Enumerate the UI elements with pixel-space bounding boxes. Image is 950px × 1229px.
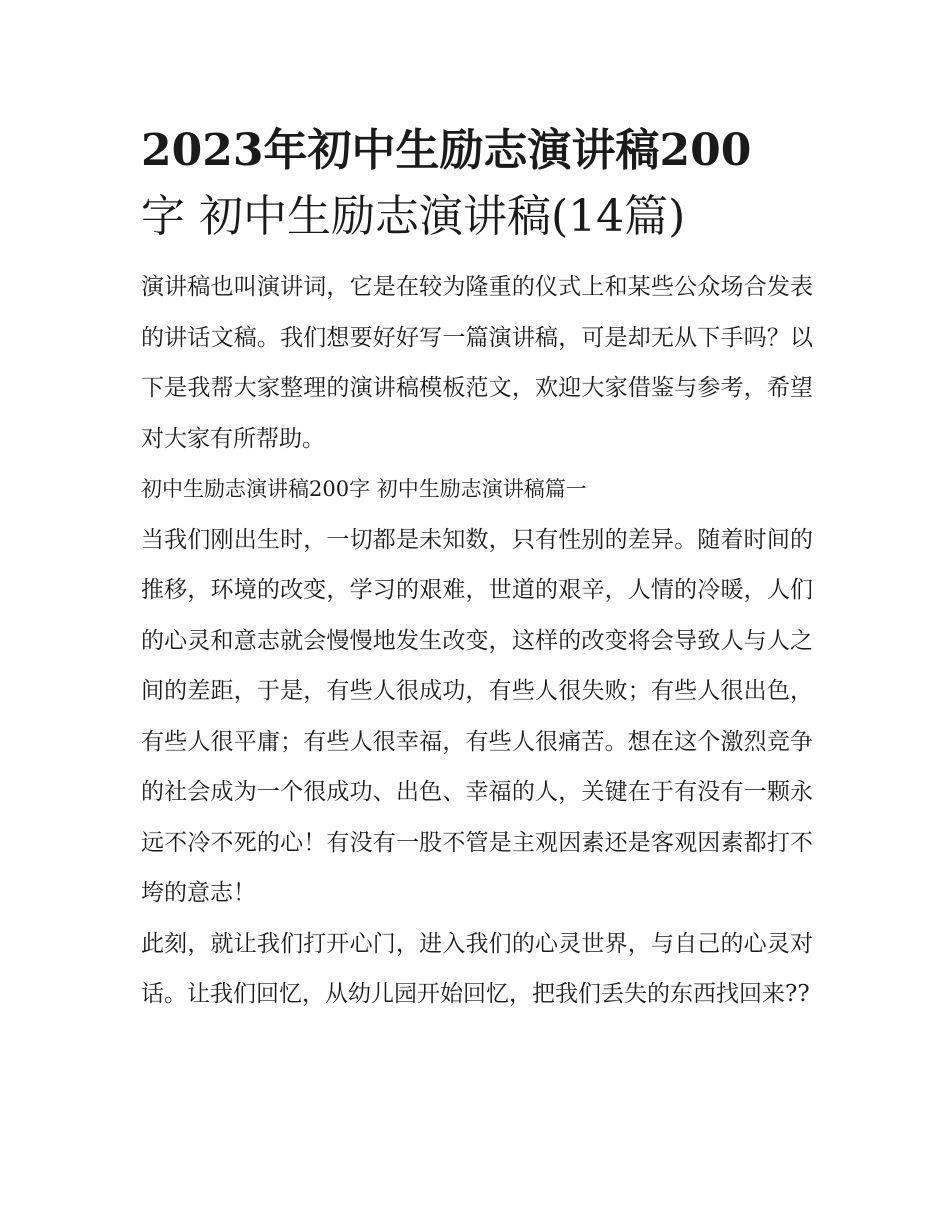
body-paragraph-1: 当我们刚出生时，一切都是未知数，只有性别的差异。随着时间的推移，环境的改变，学习的艰难，世道的艰辛，人情的冷暖，人们的心灵和意志就会慢慢地发生改变，这样的改变将会导致人与人之间的差距，于是，有些人很成功，有些人很失败；有些人很出色，有些人很平庸；有些人很幸福，有些人很痛苦。想在这个激烈竞争的社会成为一个很成功、出色、幸福的人，关键在于有没有一颗永远不冷不死的心！有没有一股不管是主观因素还是客观因素都打不垮的意志！ bbox=[141, 526, 813, 906]
document-body bbox=[141, 262, 813, 1020]
document-title bbox=[141, 118, 813, 250]
section-heading: 初中生励志演讲稿200字 初中生励志演讲稿篇一 bbox=[141, 477, 587, 501]
title-rest-part: 字 初中生励志演讲稿(14篇) bbox=[141, 191, 686, 242]
intro-paragraph: 演讲稿也叫演讲词，它是在较为隆重的仪式上和某些公众场合发表的讲话文稿。我们想要好好写一篇演讲稿，可是却无从下手吗？以下是我帮大家整理的演讲稿模板范文，欢迎大家借鉴与参考，希望对大家有所帮助。 bbox=[141, 274, 813, 452]
title-bold-part: 2023年初中生励志演讲稿200 bbox=[141, 125, 752, 176]
body-paragraph-2: 此刻，就让我们打开心门，进入我们的心灵世界，与自己的心灵对话。让我们回忆，从幼儿园开始回忆，把我们丢失的东西找回来?? bbox=[141, 930, 813, 1007]
document-page bbox=[141, 118, 813, 1020]
